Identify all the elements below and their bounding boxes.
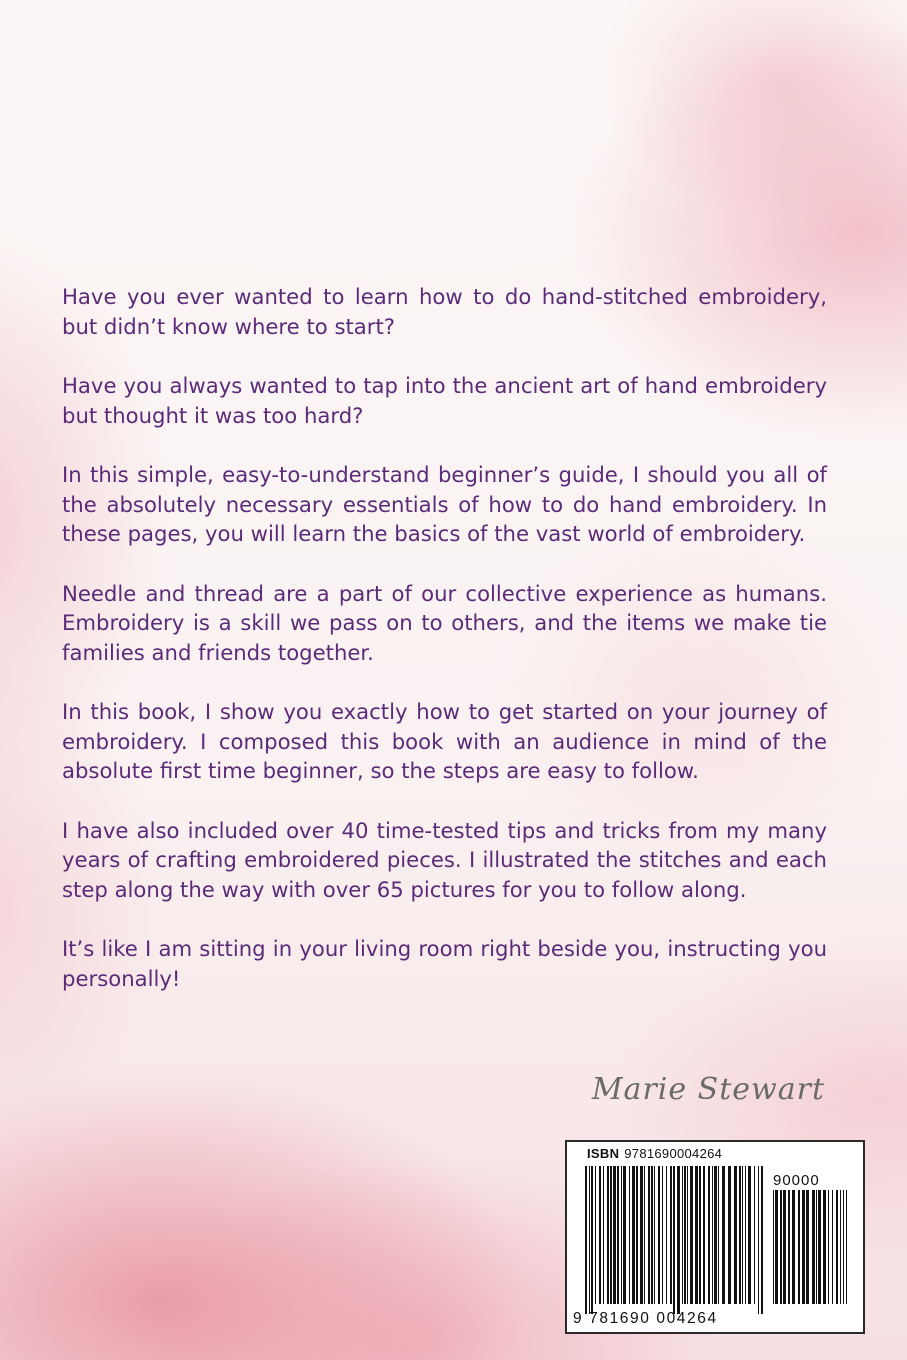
- blurb-paragraph-7: It’s like I am sitting in your living room right beside you, instructing you personally!: [62, 936, 827, 991]
- isbn-number: 9781690004264: [624, 1146, 723, 1161]
- blurb-paragraph-3: In this simple, easy-to-understand beginner’s guide, I should you all of the absolutely necessary essentials of how to do hand embroidery. In these pages, you will learn the basics of the vast world of embroidery.: [62, 462, 827, 546]
- barcode-digits: 9 781690 004264: [573, 1310, 718, 1327]
- isbn-header: [587, 1146, 722, 1161]
- blurb-paragraph-6: I have also included over 40 time-tested tips and tricks from my many years of crafting embroidered pieces. I illustrated the stitches and each step along the way with over 65 pictures for you to follow along.: [62, 817, 827, 902]
- author-signature: Marie Stewart: [591, 1072, 825, 1107]
- price-addon-number: 90000: [773, 1172, 820, 1189]
- isbn-barcode: [565, 1140, 865, 1334]
- blurb-paragraph-2: Have you always wanted to tap into the ancient art of hand embroidery but thought it was too hard?: [62, 373, 827, 428]
- blurb-paragraph-5: In this book, I show you exactly how to get started on your journey of embroidery. I composed this book with an audience in mind of the absolute first time beginner, so the steps are easy to follow.: [62, 699, 827, 783]
- addon-barcode-bars: [773, 1190, 849, 1314]
- blurb-paragraph-1: Have you ever wanted to learn how to do hand-stitched embroidery, but didn’t know where to start?: [62, 284, 827, 339]
- isbn-label: ISBN: [587, 1146, 620, 1161]
- blurb-paragraph-4: Needle and thread are a part of our collective experience as humans. Embroidery is a skill we pass on to others, and the items we make tie families and friends together.: [62, 580, 827, 665]
- barcode-bars: [585, 1166, 765, 1314]
- book-blurb: [62, 282, 827, 1023]
